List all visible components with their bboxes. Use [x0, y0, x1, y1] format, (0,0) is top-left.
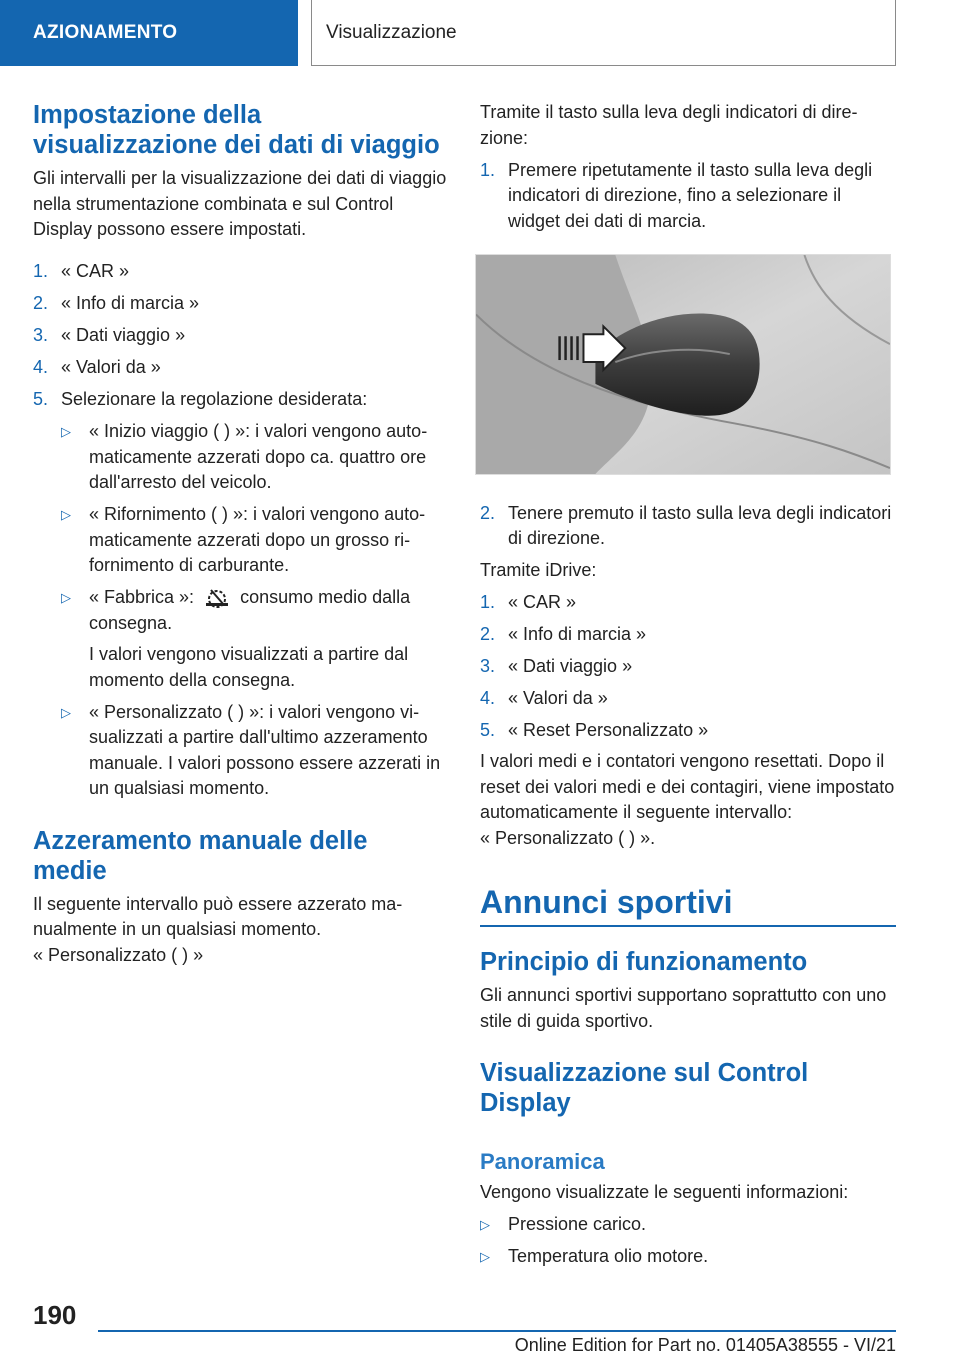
list-item: 2. Tenere premuto il tasto sulla leva degli indicatori di direzione. — [480, 502, 892, 548]
section-tab: AZIONAMENTO — [0, 0, 298, 66]
footer-divider — [98, 1330, 896, 1332]
list-item: 5. Selezionare la regolazione desiderata: — [33, 389, 368, 409]
intro-paragraph: Gli intervalli per la visualizzazione dei dati di viaggio nella strumentazione combinata e sul Control Display possono essere impostati. — [33, 168, 447, 239]
manual-reset-paragraph: Il seguente intervallo può essere azzerato manualmente in un qualsiasi momento. — [33, 893, 403, 939]
list-item: ▷ « Rifornimento ( ) »: i valori vengono automaticamente azzerati dopo un grosso rifornimento di carburante. — [61, 502, 448, 579]
list-item: 1. « CAR » — [480, 591, 577, 612]
list-item: 1. Premere ripetutamente il tasto sulla leva degli indicatori di direzione, fino a selezionare il widget dei dati di marcia. — [480, 159, 873, 231]
triangle-bullet-icon: ▷ — [61, 507, 71, 522]
turn-signal-lever-image — [475, 254, 891, 475]
lever-intro: Tramite il tasto sulla leva degli indicatori di direzione: — [480, 102, 858, 148]
chapter-title: Visualizzazione — [311, 0, 896, 66]
list-item: ▷ Temperatura olio motore. — [480, 1244, 896, 1270]
right-column — [480, 100, 896, 1270]
footer-edition: Online Edition for Part no. 01405A38555 - VI/21 — [514, 1335, 896, 1355]
reset-paragraph: I valori medi e i contatori vengono resettati. Dopo il reset dei valori medi e dei contagiri, viene impostato automaticamente il seguente intervallo: — [480, 751, 895, 822]
triangle-bullet-icon: ▷ — [480, 1249, 490, 1264]
list-item: ▷ « Inizio viaggio ( ) »: i valori vengono automaticamente azzerati dopo ca. quattro ore dall'arresto del veicolo. — [61, 419, 448, 496]
list-item: 2. « Info di marcia » — [33, 293, 200, 313]
steps-list — [33, 259, 448, 413]
chapter-heading-sport: Annunci sportivi — [480, 883, 896, 927]
idrive-intro: Tramite iDrive: — [480, 559, 597, 580]
reset-value: « Personalizzato ( ) ». — [480, 827, 656, 848]
triangle-bullet-icon: ▷ — [61, 424, 71, 439]
list-item: 5. « Reset Personalizzato » — [480, 719, 709, 740]
list-item: 1. « CAR » — [33, 261, 130, 281]
left-column — [33, 100, 448, 968]
subheading-overview: Panoramica — [480, 1149, 605, 1174]
list-item: 3. « Dati viaggio » — [480, 655, 633, 676]
lever-steps-list-2 — [480, 501, 896, 552]
list-item: 4. « Valori da » — [33, 357, 161, 377]
list-item: 2. « Info di marcia » — [480, 623, 647, 644]
section-heading-principle: Principio di funzionamento — [480, 948, 808, 976]
page-number: 190 — [33, 1300, 77, 1330]
options-list — [61, 419, 448, 802]
list-item: 4. « Valori da » — [480, 687, 608, 708]
triangle-bullet-icon: ▷ — [61, 704, 71, 720]
principle-paragraph: Gli annunci sportivi supportano soprattutto con uno stile di guida sportivo. — [480, 985, 887, 1031]
section-heading-manual-reset: Azzeramento manuale delle medie — [33, 826, 368, 885]
triangle-bullet-icon: ▷ — [480, 1217, 490, 1232]
section-heading-trip-data: Impostazione della visualizzazione dei dati di viaggio — [33, 101, 440, 159]
manual-reset-value: « Personalizzato ( ) » — [33, 944, 204, 965]
list-item: 3. « Dati viaggio » — [33, 325, 186, 345]
list-item: ▷ « Fabbrica »: consumo medio dalla consegna. I valori vengono visualizzati a partire dal momento della consegna. — [61, 585, 448, 693]
overview-list — [480, 1212, 896, 1270]
lever-steps-list — [480, 158, 896, 235]
idrive-steps-list — [480, 590, 896, 744]
factory-reset-icon — [202, 586, 232, 608]
page-header — [0, 0, 960, 66]
list-item: ▷ « Personalizzato ( ) »: i valori vengono visualizzati a partire dall'ultimo azzeramento manuale. I valori possono essere azzerati in un qualsiasi momento. — [61, 700, 448, 802]
overview-paragraph: Vengono visualizzate le seguenti informazioni: — [480, 1182, 849, 1202]
list-item: ▷ Pressione carico. — [480, 1212, 896, 1238]
section-heading-control-display: Visualizzazione sul Control Display — [480, 1059, 809, 1117]
triangle-bullet-icon: ▷ — [61, 590, 71, 605]
